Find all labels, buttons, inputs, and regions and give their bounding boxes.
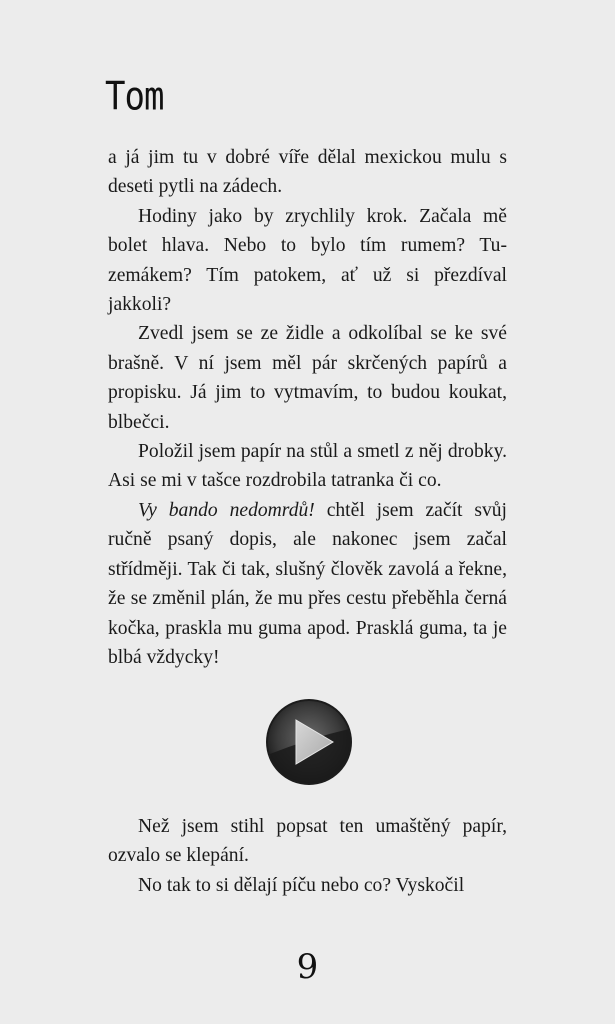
- page-number: 9: [296, 947, 319, 987]
- paragraph-3: Zvedl jsem se ze židle a odkolíbal se ke své brašně. V ní jsem měl pár skrčených papírů a propisku. Já jim to vytmavím, to budou koukat, blbečci.: [108, 323, 507, 433]
- text-block-top: [108, 143, 507, 672]
- play-icon: [265, 698, 353, 786]
- paragraph-6: Než jsem stihl popsat ten umaštěný papír, ozvalo se klepání.: [108, 816, 507, 867]
- paragraph-5: [108, 496, 507, 672]
- paragraph-1: a já jim tu v dobré víře dělal mexickou mulu s deseti pytli na zádech.: [108, 147, 507, 198]
- play-button[interactable]: [265, 698, 353, 786]
- paragraph-2: Hodiny jako by zrychlily krok. Začala mě bolet hlava. Nebo to bylo tím rumem? Tuzemákem? Tím patokem, ať už si přezdíval jakkoli?: [108, 205, 507, 316]
- paragraph-5-rest: chtěl jsem začít svůj ručně psaný dopis, ale nakonec jsem začal střídměji. Tak či tak, slušný člověk zavolá a řekne, že se změnil plán, že mu přes cestu přeběhla černá kočka, praskla mu guma apod. Prasklá guma, ta je blbá vždycky!: [108, 499, 507, 668]
- italic-phrase: Vy bando nedomrdů!: [138, 499, 315, 521]
- paragraph-4: Položil jsem papír na stůl a smetl z něj drobky. Asi se mi v tašce rozdrobila tatranka či co.: [108, 441, 507, 492]
- text-block-bottom: [108, 812, 507, 900]
- paragraph-7: No tak to si dělají píču nebo co? Vyskočil: [138, 874, 465, 896]
- chapter-title: Tom: [105, 74, 164, 120]
